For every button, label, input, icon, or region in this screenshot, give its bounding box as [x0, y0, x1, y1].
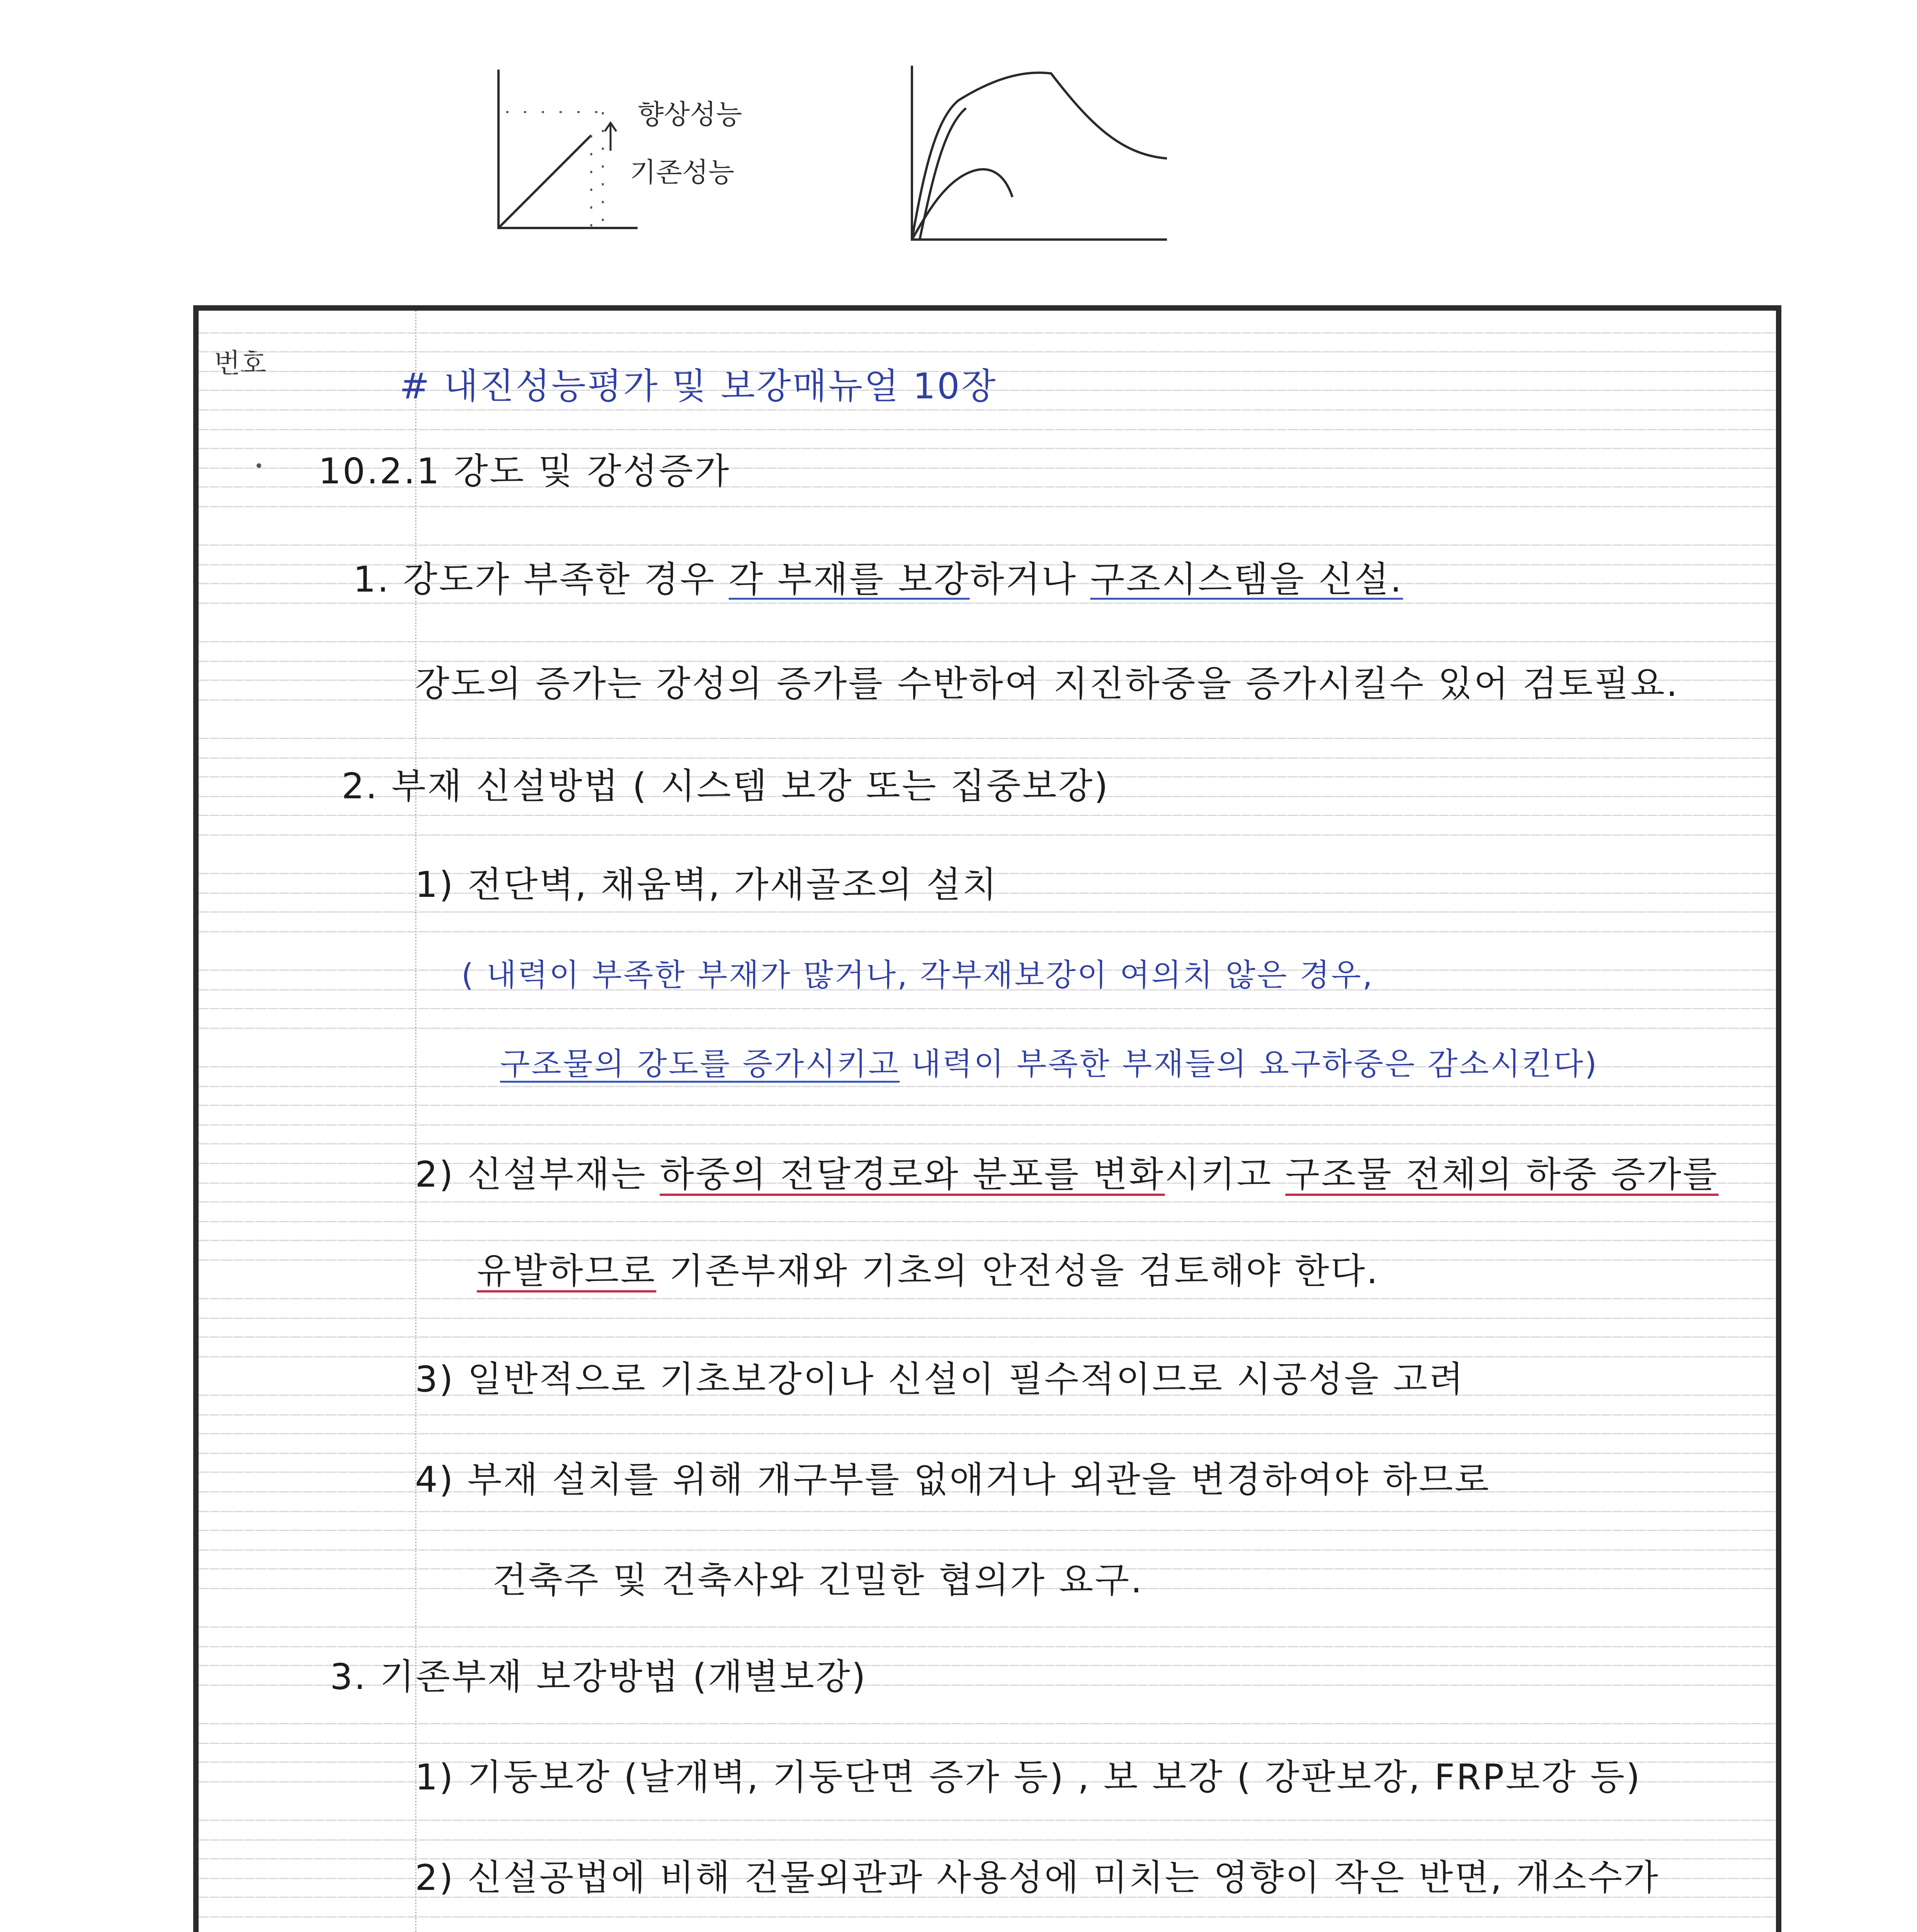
item-1-line-2: 강도의 증가는 강성의 증가를 수반하여 지진하중을 증가시킬수 있어 검토필요. [415, 663, 1679, 704]
curve-sketch [889, 58, 1206, 251]
item-2-1-note-1: ( 내력이 부족한 부재가 많거나, 각부재보강이 여의치 않은 경우, [461, 957, 1374, 993]
item-2-2-line-1 [415, 1154, 1719, 1195]
item-2-2-line-2-rest: 기존부재와 기초의 안전성을 검토해야 한다. [656, 1250, 1379, 1292]
item-1-underline-member: 각 부재를 보강 [728, 559, 970, 600]
item-1-line-1 [353, 559, 1403, 600]
item-2-1-note-underline: 구조물의 강도를 증가시키고 [500, 1046, 900, 1082]
manual-title: # 내진성능평가 및 보강매뉴얼 10장 [400, 366, 997, 407]
item-2-2-text-c: 시키고 [1165, 1154, 1286, 1195]
item-1-text-a: 1. 강도가 부족한 경우 [353, 559, 729, 600]
existing-performance-label: 기존성능 [630, 156, 735, 188]
number-label: 번호 [214, 347, 267, 379]
bullet-dot [257, 463, 261, 468]
performance-sketch [475, 58, 769, 243]
item-3-heading: 3. 기존부재 보강방법 (개별보강) [330, 1656, 867, 1697]
item-3-2-line-1: 2) 신설공법에 비해 건물외관과 사용성에 미치는 영향이 작은 반면, 개소수가 [415, 1857, 1660, 1898]
item-2-2-text-a: 2) 신설부재는 [415, 1154, 660, 1195]
item-2-2-underline-path: 하중의 전달경로와 분포를 변화 [660, 1154, 1165, 1195]
item-2-2-line-2 [477, 1250, 1379, 1292]
item-2-4-line-1: 4) 부재 설치를 위해 개구부를 없애거나 외관을 변경하여야 하므로 [415, 1459, 1491, 1500]
item-1-underline-system: 구조시스템을 신설. [1090, 559, 1403, 600]
item-2-3: 3) 일반적으로 기초보강이나 신설이 필수적이므로 시공성을 고려 [415, 1359, 1465, 1400]
item-1-text-c: 하거나 [970, 559, 1090, 600]
curve-sketch-drawing [889, 58, 1206, 251]
item-2-1-note-2 [500, 1046, 1599, 1082]
notebook-page [193, 305, 1781, 1932]
improved-performance-label: 향상성능 [638, 99, 742, 130]
item-2-1: 1) 전단벽, 채움벽, 가새골조의 설치 [415, 864, 998, 905]
item-2-2-underline-load: 구조물 전체의 하중 증가를 [1285, 1154, 1719, 1195]
item-2-2-underline-cause: 유발하므로 [477, 1250, 657, 1292]
section-10-2-1: 10.2.1 강도 및 강성증가 [318, 451, 731, 492]
item-2-1-note-rest: 내력이 부족한 부재들의 요구하중은 감소시킨다) [900, 1046, 1599, 1082]
item-2-heading: 2. 부재 신설방법 ( 시스템 보강 또는 집중보강) [342, 765, 1110, 807]
item-2-4-line-2: 건축주 및 건축사와 긴밀한 협의가 요구. [492, 1560, 1144, 1601]
item-3-1: 1) 기둥보강 (날개벽, 기둥단면 증가 등) , 보 보강 ( 강판보강, FRP보강 등) [415, 1757, 1641, 1798]
